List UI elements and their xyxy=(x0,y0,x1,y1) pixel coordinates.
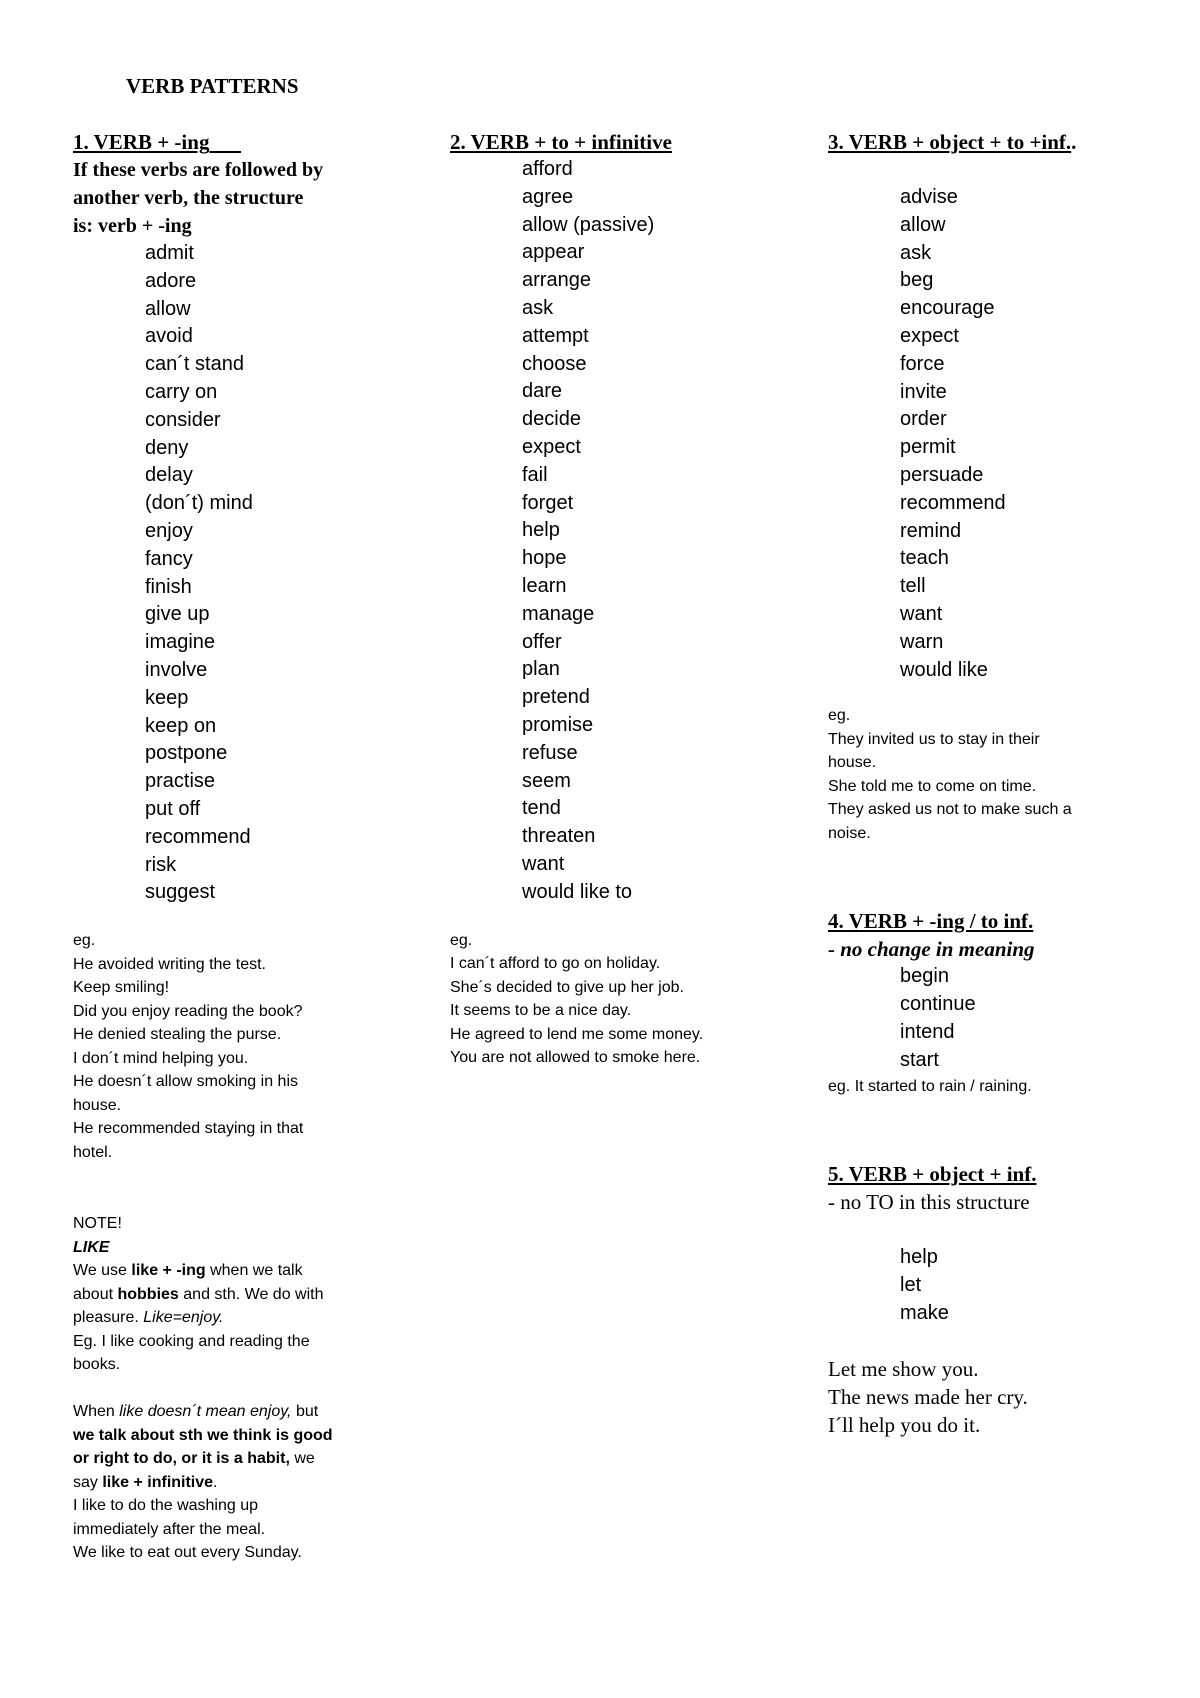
section3-heading-wrap xyxy=(828,128,1168,156)
verb-item: ask xyxy=(900,241,932,264)
verb-item: dare xyxy=(522,380,563,403)
verb-item: (don´t) mind xyxy=(145,492,253,515)
verb-item: ask xyxy=(522,296,554,319)
section3-examples xyxy=(828,704,1168,845)
verb-item: promise xyxy=(522,713,594,736)
section2-examples xyxy=(450,929,780,1070)
verb-item: want xyxy=(522,852,565,875)
note-line: We use like + -ing when we talk xyxy=(73,1262,303,1280)
section1-heading: 1. VERB + -ing xyxy=(73,130,210,154)
example-line: He agreed to lend me some money. xyxy=(450,1025,704,1043)
example-line: noise. xyxy=(828,824,871,842)
verb-item: risk xyxy=(145,853,177,876)
verb-item: manage xyxy=(522,602,595,625)
verb-item: imagine xyxy=(145,631,216,654)
verb-item: refuse xyxy=(522,741,578,764)
intro-line: another verb, the structure xyxy=(73,187,304,209)
note-label: NOTE! xyxy=(73,1215,122,1233)
example-line: They invited us to stay in their xyxy=(828,730,1040,748)
section1-verb-list xyxy=(73,240,393,907)
verb-item: seem xyxy=(522,769,571,792)
verb-item: help xyxy=(900,1246,938,1269)
section4-subheading: - no change in meaning xyxy=(828,937,1035,962)
section1-intro xyxy=(73,156,393,240)
example-line: Let me show you. xyxy=(828,1357,979,1382)
verb-item: fail xyxy=(522,463,548,486)
verb-item: finish xyxy=(145,575,192,598)
note-line: I like to do the washing up xyxy=(73,1497,259,1515)
verb-item: remind xyxy=(900,519,962,542)
verb-item: permit xyxy=(900,436,956,459)
example-line: They asked us not to make such a xyxy=(828,801,1072,819)
verb-item: forget xyxy=(522,491,574,514)
section5 xyxy=(828,1160,1168,1439)
verb-item: would like to xyxy=(522,880,633,903)
section3-heading-suffix: . xyxy=(1071,130,1077,154)
example-line: She´s decided to give up her job. xyxy=(450,978,684,996)
section2-verb-list xyxy=(450,156,780,907)
verb-item: allow xyxy=(145,297,191,320)
example-line: The news made her cry. xyxy=(828,1385,1028,1410)
verb-item: help xyxy=(522,519,560,542)
verb-item: pretend xyxy=(522,686,590,709)
verb-item: keep on xyxy=(145,714,217,737)
note-line: say like + infinitive. xyxy=(73,1473,218,1491)
verb-item: recommend xyxy=(900,491,1006,514)
section1-examples xyxy=(73,929,393,1164)
example-line: house. xyxy=(828,754,877,772)
verb-item: avoid xyxy=(145,325,193,348)
verb-item: deny xyxy=(145,436,189,459)
verb-item: expect xyxy=(522,435,581,458)
example-line: He recommended staying in that xyxy=(73,1120,304,1138)
verb-item: appear xyxy=(522,241,585,264)
verb-item: agree xyxy=(522,185,574,208)
verb-item: tell xyxy=(900,575,926,598)
examples-label: eg. xyxy=(73,932,96,950)
example-line: Keep smiling! xyxy=(73,979,170,997)
examples-label: eg. xyxy=(828,707,851,725)
verb-item: persuade xyxy=(900,463,984,486)
verb-item: arrange xyxy=(522,269,591,292)
section4-verb-list xyxy=(828,963,1168,1074)
verb-item: postpone xyxy=(145,742,228,765)
verb-item: continue xyxy=(900,993,976,1016)
like-note xyxy=(73,1212,393,1565)
example-line: I can´t afford to go on holiday. xyxy=(450,955,661,973)
example-line: hotel. xyxy=(73,1143,113,1161)
note-line: pleasure. Like=enjoy. xyxy=(73,1309,224,1327)
verb-item: decide xyxy=(522,408,581,431)
verb-item: start xyxy=(900,1048,939,1071)
example-line: I´ll help you do it. xyxy=(828,1413,981,1438)
verb-item: fancy xyxy=(145,547,193,570)
verb-item: teach xyxy=(900,547,949,570)
example-line: He denied stealing the purse. xyxy=(73,1026,282,1044)
verb-item: force xyxy=(900,352,945,375)
verb-item: consider xyxy=(145,408,221,431)
verb-item: learn xyxy=(522,574,567,597)
example-line: You are not allowed to smoke here. xyxy=(450,1049,701,1067)
verb-item: adore xyxy=(145,269,197,292)
spacer xyxy=(828,1216,1168,1244)
note-line: We like to eat out every Sunday. xyxy=(73,1544,302,1562)
section5-heading: 5. VERB + object + inf. xyxy=(828,1162,1037,1187)
verb-item: offer xyxy=(522,630,562,653)
verb-item: put off xyxy=(145,797,201,820)
note-title: LIKE xyxy=(73,1238,110,1256)
verb-item: afford xyxy=(522,158,573,180)
verb-item: tend xyxy=(522,797,561,820)
verb-item: suggest xyxy=(145,881,216,904)
verb-item: recommend xyxy=(145,825,251,848)
section5-verb-list xyxy=(828,1244,1168,1327)
verb-item: invite xyxy=(900,380,947,403)
examples-label: eg. xyxy=(450,931,473,949)
example-line: She told me to come on time. xyxy=(828,777,1037,795)
example-line: Did you enjoy reading the book? xyxy=(73,1002,303,1020)
verb-item: encourage xyxy=(900,297,995,320)
verb-item: hope xyxy=(522,547,567,570)
verb-item: choose xyxy=(522,352,587,375)
section3-heading: 3. VERB + object + to +inf. xyxy=(828,130,1072,154)
verb-item: practise xyxy=(145,770,216,793)
note-line: we talk about sth we think is good xyxy=(73,1426,333,1444)
example-line: He doesn´t allow smoking in his xyxy=(73,1073,298,1091)
note-line: about hobbies and sth. We do with xyxy=(73,1285,324,1303)
verb-item: intend xyxy=(900,1020,955,1043)
verb-item: expect xyxy=(900,324,959,347)
note-line: books. xyxy=(73,1356,121,1374)
intro-line: is: verb + -ing xyxy=(73,215,192,237)
note-line: When like doesn´t mean enjoy, but xyxy=(73,1403,319,1421)
verb-item: plan xyxy=(522,658,560,681)
column-verb-to-infinitive xyxy=(450,128,780,1070)
verb-item: allow (passive) xyxy=(522,213,655,236)
verb-item: attempt xyxy=(522,324,589,347)
verb-item: beg xyxy=(900,269,934,292)
section5-examples xyxy=(828,1355,1168,1439)
section4 xyxy=(828,907,1168,1098)
verb-item: involve xyxy=(145,658,208,681)
verb-item: admit xyxy=(145,242,194,264)
verb-item: want xyxy=(900,602,943,625)
example-line: house. xyxy=(73,1096,122,1114)
section5-subheading: - no TO in this structure xyxy=(828,1190,1030,1215)
verb-item: enjoy xyxy=(145,519,193,542)
verb-item: delay xyxy=(145,464,193,487)
verb-item: make xyxy=(900,1301,949,1324)
verb-item: carry on xyxy=(145,380,218,403)
note-line: Eg. I like cooking and reading the xyxy=(73,1332,310,1350)
intro-line: If these verbs are followed by xyxy=(73,159,324,181)
verb-item: threaten xyxy=(522,825,596,848)
section3-verb-list xyxy=(828,184,1168,684)
verb-item: allow xyxy=(900,213,946,236)
verb-item: warn xyxy=(900,630,944,653)
column-verb-ing xyxy=(73,128,393,1565)
verb-item: can´t stand xyxy=(145,353,244,376)
section4-example: eg. It started to rain / raining. xyxy=(828,1077,1032,1095)
section4-heading: 4. VERB + -ing / to inf. xyxy=(828,909,1034,934)
spacer xyxy=(828,156,1168,184)
verb-item: keep xyxy=(145,686,189,709)
verb-item: give up xyxy=(145,603,210,626)
example-line: He avoided writing the test. xyxy=(73,955,266,973)
column-verb-object-to-inf xyxy=(828,128,1168,1439)
verb-item: advise xyxy=(900,186,958,208)
page-title: VERB PATTERNS xyxy=(126,74,299,98)
example-line: It seems to be a nice day. xyxy=(450,1002,632,1020)
example-line: I don´t mind helping you. xyxy=(73,1049,249,1067)
note-line: or right to do, or it is a habit, we xyxy=(73,1450,315,1468)
verb-item: begin xyxy=(900,965,949,988)
section2-heading: 2. VERB + to + infinitive xyxy=(450,130,672,154)
verb-item: order xyxy=(900,408,947,431)
verb-item: let xyxy=(900,1273,922,1296)
note-line: immediately after the meal. xyxy=(73,1520,266,1538)
verb-item: would like xyxy=(900,658,988,681)
note-spacer xyxy=(73,1377,393,1401)
